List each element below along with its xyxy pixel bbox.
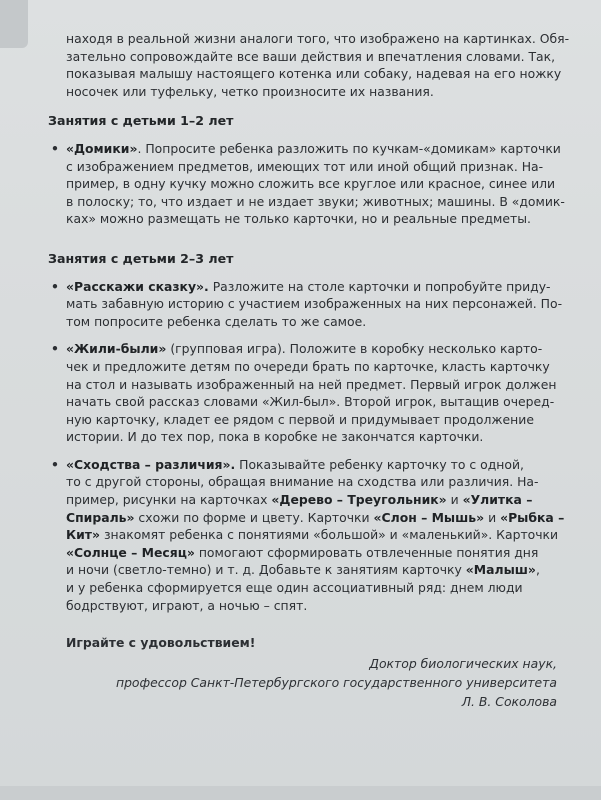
text-line: истории. И до тех пор, пока в коробке не закончатся карточки.	[66, 429, 484, 445]
page-bottom-edge	[0, 786, 601, 800]
card-name: Кит»	[66, 527, 100, 543]
text-line: начать свой рассказ словами «Жил-был». Второй игрок, вытащив очеред-	[66, 394, 555, 410]
intro-line: носочек или туфельку, четко произносите их названия.	[66, 83, 434, 99]
card-name: «Улитка –	[462, 492, 533, 508]
activity-list-2-3	[48, 278, 568, 615]
activity-name: «Сходства – различия».	[66, 456, 236, 472]
text-line: чек и предложите детям по очереди брать по карточке, класть карточку	[66, 358, 550, 374]
text-run: Показывайте ребенку карточку то с одной,	[235, 456, 524, 472]
activity-name: «Жили-были»	[66, 341, 167, 357]
text-line	[66, 140, 568, 158]
text-line: мать забавную историю с участием изображенных на них персонажей. По-	[66, 296, 563, 312]
text-line: с изображением предметов, имеющих тот или иной общий признак. На-	[66, 158, 544, 174]
text-run: пример, рисунки на карточках	[66, 492, 272, 508]
card-name: «Слон – Мышь»	[373, 509, 485, 525]
page-fold-shadow	[0, 0, 28, 48]
signature-author: Л. В. Соколова	[461, 694, 557, 709]
text-line: на стол и называть изображенный на ней предмет. Первый игрок должен	[66, 376, 557, 392]
text-run: и	[446, 492, 463, 508]
text-line	[66, 561, 568, 579]
text-line: пример, в одну кучку можно сложить все круглое или красное, синее или	[66, 176, 556, 192]
intro-paragraph	[48, 30, 568, 100]
text-line: ную карточку, кладет ее рядом с первой и придумывает продолжение	[66, 411, 534, 427]
intro-line: находя в реальной жизни аналоги того, что изображено на картинках. Обя-	[66, 31, 570, 46]
text-line: в полоску; то, что издает и не издает звуки; животных; машины. В «домик-	[66, 193, 565, 209]
text-run: знакомят ребенка с понятиями «большой» и «маленький». Карточки	[100, 527, 559, 543]
document-content	[48, 30, 568, 652]
text-line: то с другой стороны, обращая внимание на сходства или различия. На-	[66, 474, 539, 490]
text-line: и у ребенка сформируется еще один ассоциативный ряд: днем люди	[66, 580, 523, 596]
bullet: •	[51, 140, 59, 156]
activity-list-1-2	[48, 140, 568, 228]
text-line	[66, 340, 568, 358]
signature-block	[116, 654, 557, 711]
closing-line: Играйте с удовольствием!	[66, 635, 256, 651]
bullet: •	[51, 341, 59, 357]
card-name: «Дерево – Треугольник»	[271, 492, 447, 508]
activity-similarities	[48, 456, 568, 614]
text-line: том попросите ребенка сделать то же самое.	[66, 313, 367, 329]
activity-name: «Расскажи сказку».	[66, 278, 209, 294]
section-heading-1-2-years: Занятия с детьми 1–2 лет	[48, 113, 234, 129]
text-line	[66, 526, 568, 544]
text-run: ,	[535, 562, 540, 578]
section-heading-2-3-years: Занятия с детьми 2–3 лет	[48, 250, 234, 266]
card-name: Спираль»	[66, 509, 135, 525]
text-run: схожи по форме и цвету. Карточки	[134, 509, 374, 525]
text-run: и ночи (светло-темно) и т. д. Добавьте к занятиям карточку	[66, 562, 466, 578]
text-run: и	[484, 509, 501, 525]
text-run: (групповая игра). Положите в коробку несколько карто-	[166, 341, 543, 357]
card-name: «Малыш»	[465, 562, 536, 578]
text-run: помогают сформировать отвлеченные понятия дня	[194, 544, 539, 560]
activity-name: «Домики»	[66, 140, 138, 156]
activity-once-upon	[48, 340, 568, 446]
bullet: •	[51, 278, 59, 294]
text-run: Разложите на столе карточки и попробуйте приду-	[208, 278, 551, 294]
text-line	[66, 509, 568, 527]
bullet: •	[51, 456, 59, 472]
signature-position: профессор Санкт-Петербургского государственного университета	[115, 675, 557, 690]
text-line: бодрствуют, играют, а ночью – спят.	[66, 597, 308, 613]
card-name: «Рыбка –	[500, 509, 565, 525]
text-line	[66, 456, 568, 474]
text-line	[66, 491, 568, 509]
activity-tell-story	[48, 278, 568, 331]
text-run: . Попросите ребенка разложить по кучкам-«домикам» карточки	[137, 140, 561, 156]
text-line	[66, 544, 568, 562]
text-line: ках» можно размещать не только карточки, но и реальные предметы.	[66, 211, 531, 227]
intro-line: зательно сопровождайте все ваши действия и впечатления словами. Так,	[66, 48, 556, 64]
signature-degree: Доктор биологических наук,	[369, 656, 557, 671]
text-line	[66, 278, 568, 296]
activity-domiki	[48, 140, 568, 228]
card-name: «Солнце – Месяц»	[66, 544, 195, 560]
intro-line: показывая малышу настоящего котенка или собаку, надевая на его ножку	[66, 66, 562, 82]
